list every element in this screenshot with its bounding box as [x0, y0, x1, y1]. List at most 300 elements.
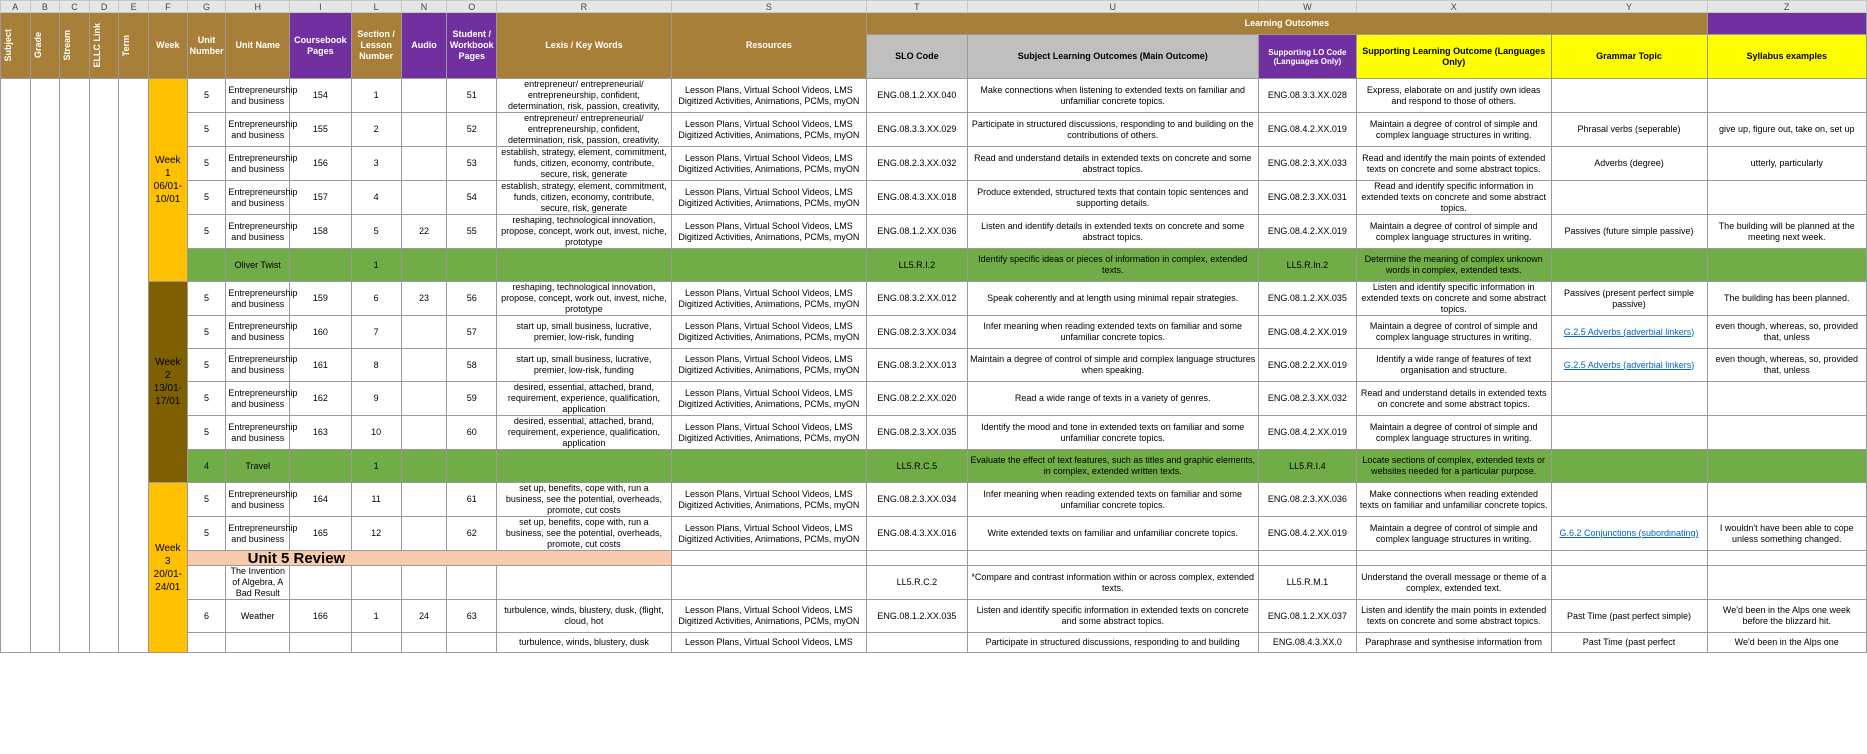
- subject-lo-cell[interactable]: [967, 249, 1258, 282]
- supporting-lo-cell[interactable]: [1356, 215, 1551, 249]
- slo-code-cell[interactable]: [867, 600, 967, 633]
- syllabus-example-cell[interactable]: [1707, 215, 1867, 249]
- lexis-cell[interactable]: [497, 249, 671, 282]
- lexis-cell[interactable]: [497, 633, 671, 653]
- week-3-cell[interactable]: Week 3 20/01-24/01: [148, 483, 187, 653]
- workbook-page-cell[interactable]: [447, 181, 497, 215]
- coursebook-page-cell[interactable]: [290, 633, 351, 653]
- grammar-topic-cell[interactable]: [1551, 79, 1707, 113]
- syllabus-example-cell[interactable]: [1707, 113, 1867, 147]
- resources-cell[interactable]: [671, 147, 867, 181]
- unit-number-cell[interactable]: [187, 282, 226, 316]
- unit-number-cell[interactable]: [187, 600, 226, 633]
- resources-cell[interactable]: [671, 566, 867, 600]
- subject-lo-cell[interactable]: [967, 181, 1258, 215]
- unit-name-cell[interactable]: [226, 79, 298, 113]
- syllabus-example-cell[interactable]: [1707, 416, 1867, 450]
- workbook-page-cell[interactable]: [447, 450, 497, 483]
- empty-cell[interactable]: [1551, 551, 1707, 566]
- supporting-lo-code-cell[interactable]: [1258, 349, 1356, 382]
- resources-cell[interactable]: [671, 483, 867, 517]
- section-number-cell[interactable]: [351, 249, 401, 282]
- supporting-lo-cell[interactable]: [1356, 316, 1551, 349]
- section-number-cell[interactable]: [351, 79, 401, 113]
- grammar-topic-cell[interactable]: [1551, 517, 1707, 551]
- resources-header[interactable]: Resources: [671, 13, 867, 79]
- unit-number-cell[interactable]: [187, 349, 226, 382]
- audio-cell[interactable]: [401, 566, 447, 600]
- supporting-lo-code-cell[interactable]: [1258, 600, 1356, 633]
- workbook-page-cell[interactable]: [447, 483, 497, 517]
- supporting-lo-code-cell[interactable]: [1258, 282, 1356, 316]
- subject-lo-cell[interactable]: [967, 382, 1258, 416]
- workbook-page-cell[interactable]: [447, 79, 497, 113]
- grammar-topic-cell[interactable]: [1551, 215, 1707, 249]
- subject-lo-cell[interactable]: [967, 416, 1258, 450]
- syllabus-example-cell[interactable]: [1707, 249, 1867, 282]
- column-letter-o[interactable]: O: [447, 1, 497, 13]
- lexis-cell[interactable]: [497, 147, 671, 181]
- subject-lo-cell[interactable]: [967, 633, 1258, 653]
- syllabus-examples-header[interactable]: Syllabus examples: [1707, 35, 1867, 79]
- unit-name-cell[interactable]: [226, 483, 298, 517]
- lexis-cell[interactable]: [497, 483, 671, 517]
- coursebook-page-cell[interactable]: [290, 450, 351, 483]
- slo-code-cell[interactable]: [867, 633, 967, 653]
- unit-number-cell[interactable]: [187, 316, 226, 349]
- lexis-cell[interactable]: [497, 215, 671, 249]
- resources-cell[interactable]: [671, 450, 867, 483]
- audio-cell[interactable]: [401, 316, 447, 349]
- supporting-lo-cell[interactable]: [1356, 79, 1551, 113]
- grammar-topic-cell[interactable]: [1551, 416, 1707, 450]
- column-letter-y[interactable]: Y: [1551, 1, 1707, 13]
- resources-cell[interactable]: [671, 416, 867, 450]
- grammar-topic-cell[interactable]: [1551, 282, 1707, 316]
- supporting-lo-cell[interactable]: [1356, 382, 1551, 416]
- subject-header[interactable]: Subject: [1, 13, 31, 79]
- syllabus-example-cell[interactable]: [1707, 382, 1867, 416]
- supporting-lo-code-header[interactable]: Supporting LO Code (Languages Only): [1258, 35, 1356, 79]
- coursebook-page-cell[interactable]: [290, 600, 351, 633]
- slo-code-cell[interactable]: [867, 349, 967, 382]
- unit-name-cell[interactable]: [226, 416, 298, 450]
- section-number-cell[interactable]: [351, 517, 401, 551]
- section-number-cell[interactable]: [351, 483, 401, 517]
- unit-name-cell[interactable]: [226, 215, 298, 249]
- resources-cell[interactable]: [671, 600, 867, 633]
- subject-lo-cell[interactable]: [967, 215, 1258, 249]
- resources-cell[interactable]: [671, 382, 867, 416]
- learning-outcomes-header[interactable]: Learning Outcomes: [867, 13, 1707, 35]
- supporting-lo-code-cell[interactable]: [1258, 147, 1356, 181]
- slo-code-cell[interactable]: [867, 416, 967, 450]
- section-number-cell[interactable]: [351, 215, 401, 249]
- subject-lo-cell[interactable]: [967, 147, 1258, 181]
- column-letter-i[interactable]: I: [290, 1, 351, 13]
- unit-number-cell[interactable]: [187, 633, 226, 653]
- ellc-column-cell[interactable]: [89, 79, 119, 653]
- slo-code-cell[interactable]: [867, 282, 967, 316]
- coursebook-page-cell[interactable]: [290, 113, 351, 147]
- subject-lo-cell[interactable]: [967, 517, 1258, 551]
- supporting-lo-code-cell[interactable]: [1258, 215, 1356, 249]
- section-number-cell[interactable]: [351, 181, 401, 215]
- stream-column-cell[interactable]: [60, 79, 90, 653]
- supporting-lo-code-cell[interactable]: [1258, 416, 1356, 450]
- section-number-cell[interactable]: [351, 600, 401, 633]
- supporting-lo-code-cell[interactable]: [1258, 181, 1356, 215]
- section-lesson-header[interactable]: Section / Lesson Number: [351, 13, 401, 79]
- unit-name-cell[interactable]: [226, 382, 298, 416]
- column-letter-t[interactable]: T: [867, 1, 967, 13]
- supporting-lo-code-cell[interactable]: [1258, 566, 1356, 600]
- unit-name-header[interactable]: Unit Name: [226, 13, 290, 79]
- coursebook-page-cell[interactable]: [290, 416, 351, 450]
- syllabus-example-cell[interactable]: [1707, 349, 1867, 382]
- unit-name-cell[interactable]: [226, 113, 298, 147]
- workbook-page-cell[interactable]: [447, 517, 497, 551]
- slo-code-cell[interactable]: [867, 483, 967, 517]
- syllabus-example-cell[interactable]: [1707, 633, 1867, 653]
- lexis-cell[interactable]: [497, 181, 671, 215]
- unit-name-cell[interactable]: [226, 316, 298, 349]
- empty-cell[interactable]: [671, 551, 867, 566]
- grammar-topic-cell[interactable]: [1551, 566, 1707, 600]
- column-letter-l[interactable]: L: [351, 1, 401, 13]
- slo-code-cell[interactable]: [867, 113, 967, 147]
- column-letter-z[interactable]: Z: [1707, 1, 1867, 13]
- column-letter-w[interactable]: W: [1258, 1, 1356, 13]
- grade-header[interactable]: Grade: [30, 13, 60, 79]
- grammar-topic-text[interactable]: G.2.5 Adverbs (adverbial linkers): [1563, 326, 1695, 337]
- lexis-cell[interactable]: [497, 416, 671, 450]
- syllabus-example-cell[interactable]: [1707, 600, 1867, 633]
- supporting-lo-cell[interactable]: [1356, 600, 1551, 633]
- unit-name-cell[interactable]: [226, 249, 290, 282]
- audio-cell[interactable]: [401, 181, 447, 215]
- lexis-cell[interactable]: [497, 600, 671, 633]
- grade-column-cell[interactable]: [30, 79, 60, 653]
- term-header[interactable]: Term: [119, 13, 149, 79]
- supporting-lo-code-cell[interactable]: [1258, 483, 1356, 517]
- supporting-lo-header[interactable]: Supporting Learning Outcome (Languages Only): [1356, 35, 1551, 79]
- section-number-cell[interactable]: [351, 450, 401, 483]
- supporting-lo-code-cell[interactable]: [1258, 113, 1356, 147]
- subject-lo-cell[interactable]: [967, 483, 1258, 517]
- stream-header[interactable]: Stream: [60, 13, 90, 79]
- syllabus-example-cell[interactable]: [1707, 517, 1867, 551]
- grammar-topic-cell[interactable]: [1551, 249, 1707, 282]
- purple-top-cell[interactable]: [1707, 13, 1867, 35]
- supporting-lo-cell[interactable]: [1356, 517, 1551, 551]
- term-column-cell[interactable]: [119, 79, 149, 653]
- workbook-page-cell[interactable]: [447, 282, 497, 316]
- audio-cell[interactable]: [401, 483, 447, 517]
- grammar-topic-cell[interactable]: [1551, 147, 1707, 181]
- audio-cell[interactable]: [401, 249, 447, 282]
- week-header[interactable]: Week: [148, 13, 187, 79]
- workbook-page-cell[interactable]: [447, 349, 497, 382]
- workbook-page-cell[interactable]: [447, 416, 497, 450]
- audio-cell[interactable]: [401, 215, 447, 249]
- empty-cell[interactable]: [1258, 551, 1356, 566]
- section-number-cell[interactable]: [351, 282, 401, 316]
- workbook-page-cell[interactable]: [447, 215, 497, 249]
- column-letter-n[interactable]: N: [401, 1, 447, 13]
- coursebook-page-cell[interactable]: [290, 517, 351, 551]
- unit-number-cell[interactable]: [187, 147, 226, 181]
- lexis-cell[interactable]: [497, 316, 671, 349]
- syllabus-example-cell[interactable]: [1707, 483, 1867, 517]
- grammar-topic-cell[interactable]: [1551, 349, 1707, 382]
- unit-number-cell[interactable]: [187, 79, 226, 113]
- grammar-topic-cell[interactable]: [1551, 600, 1707, 633]
- lexis-cell[interactable]: [497, 282, 671, 316]
- workbook-page-cell[interactable]: [447, 113, 497, 147]
- column-letter-x[interactable]: X: [1356, 1, 1551, 13]
- section-number-cell[interactable]: [351, 566, 401, 600]
- grammar-topic-cell[interactable]: [1551, 316, 1707, 349]
- week-2-cell[interactable]: Week 2 13/01-17/01: [148, 282, 187, 483]
- section-number-cell[interactable]: [351, 147, 401, 181]
- audio-cell[interactable]: [401, 633, 447, 653]
- unit-number-cell[interactable]: [187, 215, 226, 249]
- unit-name-cell[interactable]: [226, 600, 290, 633]
- grammar-topic-cell[interactable]: [1551, 633, 1707, 653]
- column-letter-c[interactable]: C: [60, 1, 90, 13]
- grammar-topic-cell[interactable]: [1551, 113, 1707, 147]
- coursebook-page-cell[interactable]: [290, 79, 351, 113]
- workbook-page-cell[interactable]: [447, 382, 497, 416]
- audio-header[interactable]: Audio: [401, 13, 447, 79]
- supporting-lo-code-cell[interactable]: [1258, 249, 1356, 282]
- audio-cell[interactable]: [401, 450, 447, 483]
- slo-code-cell[interactable]: [867, 147, 967, 181]
- supporting-lo-code-cell[interactable]: [1258, 517, 1356, 551]
- syllabus-example-cell[interactable]: [1707, 450, 1867, 483]
- syllabus-example-text: give up, figure out, take on, set up: [1718, 124, 1855, 134]
- audio-cell[interactable]: [401, 517, 447, 551]
- empty-cell[interactable]: [1356, 551, 1551, 566]
- slo-code-cell[interactable]: [867, 249, 967, 282]
- grammar-topic-cell[interactable]: [1551, 181, 1707, 215]
- empty-cell[interactable]: [967, 551, 1258, 566]
- unit-name-cell[interactable]: [226, 181, 298, 215]
- slo-code-cell[interactable]: [867, 181, 967, 215]
- resources-cell[interactable]: [671, 316, 867, 349]
- supporting-lo-cell[interactable]: [1356, 566, 1551, 600]
- unit-number-header[interactable]: Unit Number: [187, 13, 226, 79]
- slo-code-cell[interactable]: [867, 382, 967, 416]
- slo-code-cell[interactable]: [867, 79, 967, 113]
- workbook-page-cell[interactable]: [447, 249, 497, 282]
- syllabus-example-cell[interactable]: [1707, 566, 1867, 600]
- unit-number-cell[interactable]: [187, 382, 226, 416]
- column-letter-r[interactable]: R: [497, 1, 671, 13]
- unit-number-cell[interactable]: [187, 483, 226, 517]
- audio-cell[interactable]: [401, 79, 447, 113]
- supporting-lo-cell[interactable]: [1356, 181, 1551, 215]
- subject-lo-cell[interactable]: [967, 600, 1258, 633]
- workbook-page-cell[interactable]: [447, 600, 497, 633]
- supporting-lo-cell[interactable]: [1356, 249, 1551, 282]
- coursebook-page-cell[interactable]: [290, 215, 351, 249]
- empty-cell[interactable]: [867, 551, 967, 566]
- column-letter-h[interactable]: H: [226, 1, 290, 13]
- unit-name-cell[interactable]: [226, 517, 298, 551]
- resources-cell[interactable]: [671, 79, 867, 113]
- coursebook-page-cell[interactable]: [290, 316, 351, 349]
- audio-cell[interactable]: [401, 600, 447, 633]
- resources-cell[interactable]: [671, 633, 867, 653]
- unit-number-cell[interactable]: [187, 181, 226, 215]
- unit-number-cell[interactable]: [187, 517, 226, 551]
- supporting-lo-code-cell[interactable]: [1258, 79, 1356, 113]
- lexis-cell[interactable]: [497, 450, 671, 483]
- coursebook-page-cell[interactable]: [290, 483, 351, 517]
- column-letter-d[interactable]: D: [89, 1, 119, 13]
- supporting-lo-cell[interactable]: [1356, 483, 1551, 517]
- unit-review-banner[interactable]: Unit 5 Review: [187, 551, 671, 566]
- column-letter-a[interactable]: A: [1, 1, 31, 13]
- section-number-cell[interactable]: [351, 382, 401, 416]
- workbook-page-cell[interactable]: [447, 566, 497, 600]
- subject-lo-cell[interactable]: [967, 566, 1258, 600]
- supporting-lo-cell[interactable]: [1356, 349, 1551, 382]
- unit-name-cell[interactable]: [226, 566, 290, 600]
- supporting-lo-code-cell[interactable]: [1258, 382, 1356, 416]
- syllabus-example-cell[interactable]: [1707, 282, 1867, 316]
- unit-name-cell[interactable]: [226, 147, 298, 181]
- grammar-topic-cell[interactable]: [1551, 382, 1707, 416]
- lexis-cell[interactable]: [497, 382, 671, 416]
- supporting-lo-cell[interactable]: [1356, 450, 1551, 483]
- slo-code-cell[interactable]: [867, 566, 967, 600]
- slo-code-header[interactable]: SLO Code: [867, 35, 967, 79]
- audio-cell[interactable]: [401, 349, 447, 382]
- audio-cell[interactable]: [401, 382, 447, 416]
- supporting-lo-code-cell[interactable]: [1258, 633, 1356, 653]
- coursebook-page-cell[interactable]: [290, 349, 351, 382]
- resources-cell[interactable]: [671, 349, 867, 382]
- section-number-cell[interactable]: [351, 113, 401, 147]
- unit-name-cell[interactable]: [226, 282, 298, 316]
- slo-code-cell[interactable]: [867, 517, 967, 551]
- column-letter-s[interactable]: S: [671, 1, 867, 13]
- supporting-lo-cell[interactable]: [1356, 416, 1551, 450]
- section-number-cell[interactable]: [351, 316, 401, 349]
- syllabus-example-cell[interactable]: [1707, 79, 1867, 113]
- lexis-cell[interactable]: [497, 113, 671, 147]
- unit-number-cell[interactable]: [187, 450, 226, 483]
- lexis-cell[interactable]: [497, 517, 671, 551]
- audio-cell[interactable]: [401, 282, 447, 316]
- workbook-page-cell[interactable]: [447, 147, 497, 181]
- unit-name-cell[interactable]: [226, 450, 290, 483]
- grammar-topic-text[interactable]: G.6.2 Conjunctions (subordinating): [1559, 528, 1699, 538]
- supporting-lo-cell[interactable]: [1356, 282, 1551, 316]
- audio-cell[interactable]: [401, 113, 447, 147]
- resources-cell[interactable]: [671, 215, 867, 249]
- slo-code-cell[interactable]: [867, 215, 967, 249]
- unit-name-cell[interactable]: [226, 633, 290, 653]
- resources-cell[interactable]: [671, 113, 867, 147]
- column-letter-f[interactable]: F: [148, 1, 187, 13]
- lexis-cell[interactable]: [497, 566, 671, 600]
- coursebook-page-cell[interactable]: [290, 282, 351, 316]
- unit-name-cell[interactable]: [226, 349, 298, 382]
- subject-lo-cell[interactable]: [967, 79, 1258, 113]
- coursebook-page-cell[interactable]: [290, 249, 351, 282]
- workbook-page-cell[interactable]: [447, 316, 497, 349]
- subject-column-cell[interactable]: [1, 79, 31, 653]
- resources-cell[interactable]: [671, 282, 867, 316]
- unit-number-cell[interactable]: [187, 566, 226, 600]
- subject-lo-cell[interactable]: [967, 316, 1258, 349]
- grammar-topic-cell[interactable]: [1551, 450, 1707, 483]
- empty-cell[interactable]: [1707, 551, 1867, 566]
- unit-number-cell[interactable]: [187, 416, 226, 450]
- section-number-cell[interactable]: [351, 633, 401, 653]
- lexis-cell[interactable]: [497, 349, 671, 382]
- supporting-lo-code-cell[interactable]: [1258, 316, 1356, 349]
- unit-number-cell[interactable]: [187, 249, 226, 282]
- supporting-lo-cell[interactable]: [1356, 113, 1551, 147]
- coursebook-page-cell[interactable]: [290, 181, 351, 215]
- section-number-cell[interactable]: [351, 349, 401, 382]
- audio-cell[interactable]: [401, 147, 447, 181]
- resources-cell[interactable]: [671, 517, 867, 551]
- grammar-topic-text[interactable]: G.2.5 Adverbs (adverbial linkers): [1563, 359, 1695, 370]
- subject-lo-cell[interactable]: [967, 450, 1258, 483]
- grammar-topic-header[interactable]: Grammar Topic: [1551, 35, 1707, 79]
- ellc-link-header[interactable]: ELLC Link: [89, 13, 119, 79]
- coursebook-page-cell[interactable]: [290, 566, 351, 600]
- supporting-lo-cell[interactable]: [1356, 633, 1551, 653]
- slo-code-cell[interactable]: [867, 450, 967, 483]
- workbook-pages-header[interactable]: Student / Workbook Pages: [447, 13, 497, 79]
- column-letter-g[interactable]: G: [187, 1, 226, 13]
- supporting-lo-cell[interactable]: [1356, 147, 1551, 181]
- resources-cell[interactable]: [671, 249, 867, 282]
- week-1-cell[interactable]: Week 1 06/01-10/01: [148, 79, 187, 282]
- column-letter-b[interactable]: B: [30, 1, 60, 13]
- column-letter-e[interactable]: E: [119, 1, 149, 13]
- coursebook-page-cell[interactable]: [290, 382, 351, 416]
- subject-lo-cell[interactable]: [967, 349, 1258, 382]
- supporting-lo-code-cell[interactable]: [1258, 450, 1356, 483]
- syllabus-example-cell[interactable]: [1707, 147, 1867, 181]
- unit-number-cell[interactable]: [187, 113, 226, 147]
- subject-lo-cell[interactable]: [967, 113, 1258, 147]
- subject-lo-header[interactable]: Subject Learning Outcomes (Main Outcome): [967, 35, 1258, 79]
- lexis-cell[interactable]: [497, 79, 671, 113]
- coursebook-page-cell[interactable]: [290, 147, 351, 181]
- section-number-cell[interactable]: [351, 416, 401, 450]
- workbook-page-cell[interactable]: [447, 633, 497, 653]
- grammar-topic-cell[interactable]: [1551, 483, 1707, 517]
- slo-code-cell[interactable]: [867, 316, 967, 349]
- subject-lo-cell[interactable]: [967, 282, 1258, 316]
- syllabus-example-cell[interactable]: [1707, 181, 1867, 215]
- coursebook-pages-header[interactable]: Coursebook Pages: [290, 13, 351, 79]
- column-letter-u[interactable]: U: [967, 1, 1258, 13]
- audio-cell[interactable]: [401, 416, 447, 450]
- resources-cell[interactable]: [671, 181, 867, 215]
- lexis-header[interactable]: Lexis / Key Words: [497, 13, 671, 79]
- syllabus-example-cell[interactable]: [1707, 316, 1867, 349]
